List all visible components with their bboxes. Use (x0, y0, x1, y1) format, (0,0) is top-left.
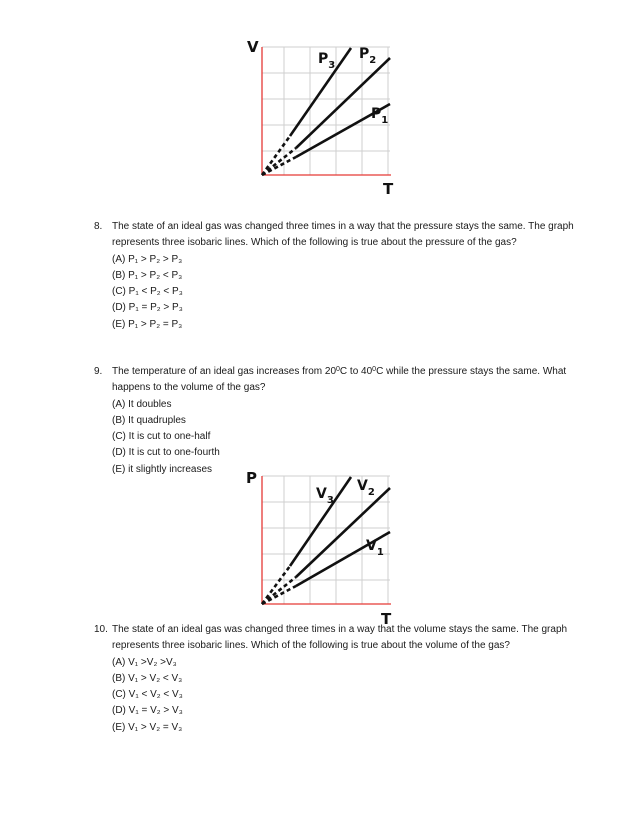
option-e: (E) P₁ > P₂ = P₃ (112, 318, 183, 330)
label-v1: $V_1$ (366, 538, 384, 558)
option-b: (B) It quadruples (112, 414, 186, 426)
option-e: (E) V₁ > V₂ = V₃ (112, 721, 183, 733)
label-p3: $P_3$ (318, 51, 336, 71)
option-c: (C) P₁ < P₂ < P₃ (112, 286, 183, 298)
y-axis-label: V (247, 38, 259, 56)
option-a: (A) P₁ > P₂ > P₃ (112, 253, 183, 265)
label-p1: $P_1$ (371, 106, 389, 126)
y-axis-label: P (246, 469, 257, 487)
question-10 (94, 622, 574, 736)
option-d: (D) It is cut to one-fourth (112, 447, 220, 459)
graph-volume-vs-temperature (238, 36, 408, 206)
question-9 (94, 364, 574, 478)
option-b: (B) P₁ > P₂ < P₃ (112, 269, 183, 281)
option-c: (C) V₁ < V₂ < V₃ (112, 689, 183, 701)
question-text: The temperature of an ideal gas increases from $20^0C$ to $40^0C$ while the pressure stays the same. What happens to the volume of the gas? (112, 366, 567, 394)
question-number: 9. (94, 366, 103, 377)
option-a: (A) It doubles (112, 398, 172, 410)
question-text: The state of an ideal gas was changed three times in a way that the pressure stays the same. The graph represents three isobaric lines. Which of the following is true about the pressure of the gas? (112, 221, 574, 249)
label-v2: $V_2$ (357, 478, 375, 498)
x-axis-label: T (381, 610, 392, 628)
question-8 (94, 219, 574, 333)
question-text: The state of an ideal gas was changed three times in a way that the volume stays the same. The graph represents three isobaric lines. Which of the following is true about the volume of the gas? (112, 624, 568, 652)
question-number: 8. (94, 221, 103, 232)
graph-2-svg (238, 466, 408, 626)
option-d: (D) V₁ = V₂ > V₃ (112, 705, 183, 717)
label-p2: $P_2$ (359, 46, 377, 66)
x-axis-label: T (383, 180, 394, 198)
graph-1-svg (238, 36, 408, 206)
graph-pressure-vs-temperature (238, 466, 408, 626)
question-number: 10. (94, 624, 108, 635)
option-d: (D) P₁ = P₂ > P₃ (112, 302, 183, 314)
option-c: (C) It is cut to one-half (112, 431, 211, 443)
option-e: (E) it slightly increases (112, 463, 213, 475)
label-v3: $V_3$ (316, 486, 334, 506)
option-b: (B) V₁ > V₂ < V₃ (112, 672, 183, 684)
option-a: (A) V₁ >V₂ >V₃ (112, 656, 177, 668)
